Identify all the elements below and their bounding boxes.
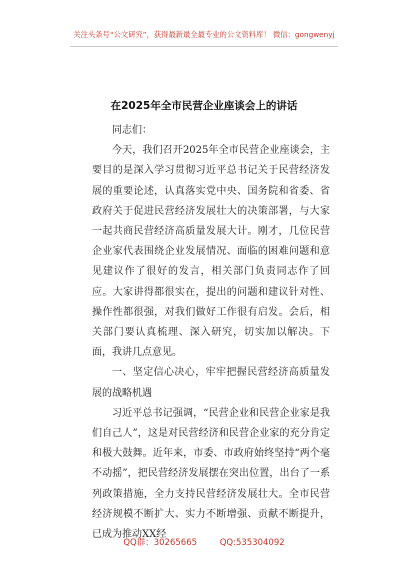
greeting-paragraph: 同志们：: [112, 125, 152, 136]
footer-qq-contact: QQ:535304092: [219, 538, 285, 548]
document-title: 在2025年全市民营企业座谈会上的讲话: [110, 100, 298, 112]
header-divider: [70, 46, 338, 47]
body-paragraph: 今天，我们召开2025年全市民营企业座谈会，主要目的是深入学习贯彻习近平总书记关于民营经济发展的重要论述，认真落实党中央、国务院和省委、省政府关于促进民营经济发展壮大的决策部署，与大家一起共商民营经济高质量发展大计。刚才，几位民营企业家代表围绕企业发展情况、面临的困难问题和意见建议作了很好的发言，相关部门负责同志作了回应。大家讲得都很实在，提出的问题和建议针对性、操作性都很强，对我们做好工作很有启发。会后，相关部门要认真梳理、深入研究，切实加以解决。下面，我讲几点意见。: [92, 145, 330, 359]
footer-qq-group: QQ群：30265665: [123, 538, 198, 548]
document-body: [92, 121, 330, 545]
section-heading: 一、坚定信心决心，牢牢把握民营经济高质量发展的战略机遇: [92, 367, 330, 399]
header-note: 关注头条号“公文研究”，获得最新最全最专业的公文资料库！ 微信：gongwenyj: [73, 30, 335, 39]
body-paragraph: 习近平总书记强调，“民营企业和民营企业家是我们自己人”，这是对民营经济和民营企业家的充分肯定和极大鼓舞。近年来，市委、市政府始终坚持“两个毫不动摇”，把民营经济发展摆在突出位置，出台了一系列政策措施，全力支持民营经济发展壮大。全市民营经济规模不断扩大、实力不断增强、贡献不断提升，已成为推动XX经: [92, 407, 330, 541]
footer: [0, 536, 408, 548]
